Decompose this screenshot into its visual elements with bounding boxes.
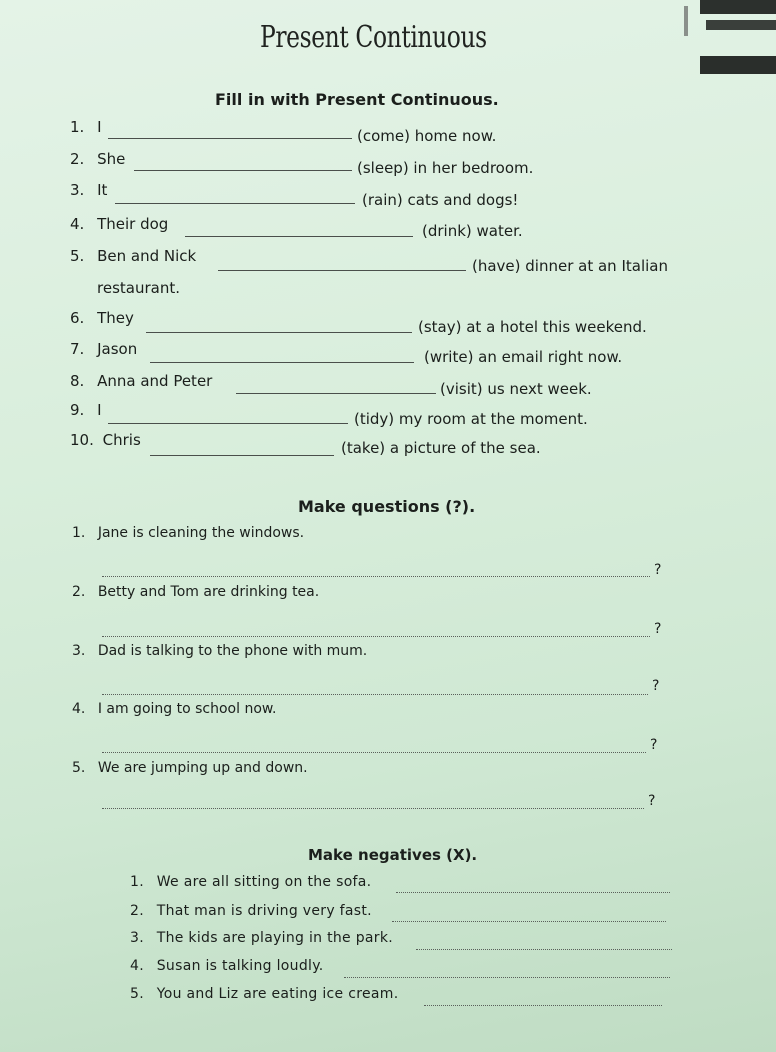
negative-sentence: You and Liz are eating ice cream. [156,986,399,1002]
fill-item [70,309,134,327]
item-subject: They [97,309,134,327]
binder-edge-decoration [706,20,776,30]
answer-blank[interactable] [146,332,412,333]
negative-sentence: That man is driving very fast. [156,903,372,919]
item-number: 4. [72,701,86,717]
fill-section-heading: Fill in with Present Continuous. [215,90,499,109]
answer-blank[interactable] [218,270,466,271]
item-subject: Anna and Peter [97,372,213,390]
negative-item [130,986,398,1002]
fill-item-verb: (stay) at a hotel this weekend. [418,318,647,336]
negative-item [130,930,393,946]
answer-blank[interactable] [102,808,644,809]
question-mark: ? [648,793,656,809]
negative-item [130,874,371,890]
fill-item [70,118,102,136]
binder-edge-decoration [700,56,776,74]
page-title: Present Continuous [260,20,487,55]
answer-blank[interactable] [102,636,650,637]
item-subject: Their dog [97,215,169,233]
item-number: 1. [70,118,85,136]
item-number: 1. [72,525,86,541]
question-sentence: Dad is talking to the phone with mum. [97,643,368,659]
fill-item [70,181,107,199]
question-sentence: I am going to school now. [97,701,277,717]
fill-item [70,431,141,449]
item-number: 2. [130,903,144,919]
item-subject: It [97,181,108,199]
item-number: 4. [130,958,144,974]
item-number: 1. [130,874,144,890]
answer-blank[interactable] [102,694,648,695]
answer-blank[interactable] [108,138,352,139]
fill-item [70,340,137,358]
fill-item-verb: (come) home now. [357,127,497,145]
item-number: 2. [72,584,86,600]
item-number: 10. [70,431,94,449]
answer-blank[interactable] [108,423,348,424]
questions-section-heading: Make questions (?). [298,497,476,516]
item-subject: She [97,150,126,168]
answer-blank[interactable] [424,1005,662,1006]
item-subject: Ben and Nick [97,247,197,265]
negative-item [130,903,372,919]
fill-item-verb: (write) an email right now. [424,348,623,366]
question-item [72,760,308,776]
answer-blank[interactable] [396,892,670,893]
negative-sentence: We are all sitting on the sofa. [156,874,372,890]
item-subject: I [97,401,102,419]
question-sentence: Jane is cleaning the windows. [97,525,305,541]
item-subject: Jason [97,340,138,358]
question-mark: ? [652,678,660,694]
question-sentence: Betty and Tom are drinking tea. [97,584,320,600]
item-number: 4. [70,215,85,233]
fill-item [70,401,102,419]
question-mark: ? [654,562,662,578]
item-number: 5. [72,760,86,776]
item-number: 6. [70,309,85,327]
item-number: 3. [72,643,86,659]
question-sentence: We are jumping up and down. [97,760,308,776]
item-number: 8. [70,372,85,390]
item-number: 7. [70,340,85,358]
answer-blank[interactable] [115,203,355,204]
item-number: 5. [70,247,85,265]
question-item [72,584,319,600]
item-number: 9. [70,401,85,419]
fill-item-verb: (visit) us next week. [440,380,592,398]
fill-item [70,150,125,168]
item-number: 3. [130,930,144,946]
answer-blank[interactable] [416,949,672,950]
binder-edge-decoration [684,6,688,36]
answer-blank[interactable] [185,236,413,237]
answer-blank[interactable] [102,576,650,577]
question-item [72,701,277,717]
fill-item-verb: (drink) water. [422,222,523,240]
question-item [72,643,367,659]
item-subject: I [97,118,102,136]
fill-item [70,247,196,265]
item-number: 3. [70,181,85,199]
fill-item-continuation: restaurant. [97,279,180,297]
answer-blank[interactable] [344,977,670,978]
answer-blank[interactable] [134,170,352,171]
answer-blank[interactable] [392,921,666,922]
question-item [72,525,304,541]
answer-blank[interactable] [150,362,414,363]
negative-sentence: The kids are playing in the park. [156,930,393,946]
answer-blank[interactable] [236,393,436,394]
answer-blank[interactable] [102,752,646,753]
item-number: 2. [70,150,85,168]
question-mark: ? [654,621,662,637]
fill-item [70,215,168,233]
item-subject: Chris [102,431,141,449]
item-number: 5. [130,986,144,1002]
fill-item-verb: (rain) cats and dogs! [362,191,519,209]
question-mark: ? [650,737,658,753]
fill-item [70,372,212,390]
fill-item-verb: (tidy) my room at the moment. [354,410,588,428]
fill-item-verb: (take) a picture of the sea. [341,439,541,457]
binder-edge-decoration [700,0,776,14]
answer-blank[interactable] [150,455,334,456]
negatives-section-heading: Make negatives (X). [308,846,478,864]
negative-sentence: Susan is talking loudly. [156,958,324,974]
fill-item-verb: (sleep) in her bedroom. [357,159,534,177]
fill-item-verb: (have) dinner at an Italian [472,257,668,275]
negative-item [130,958,324,974]
